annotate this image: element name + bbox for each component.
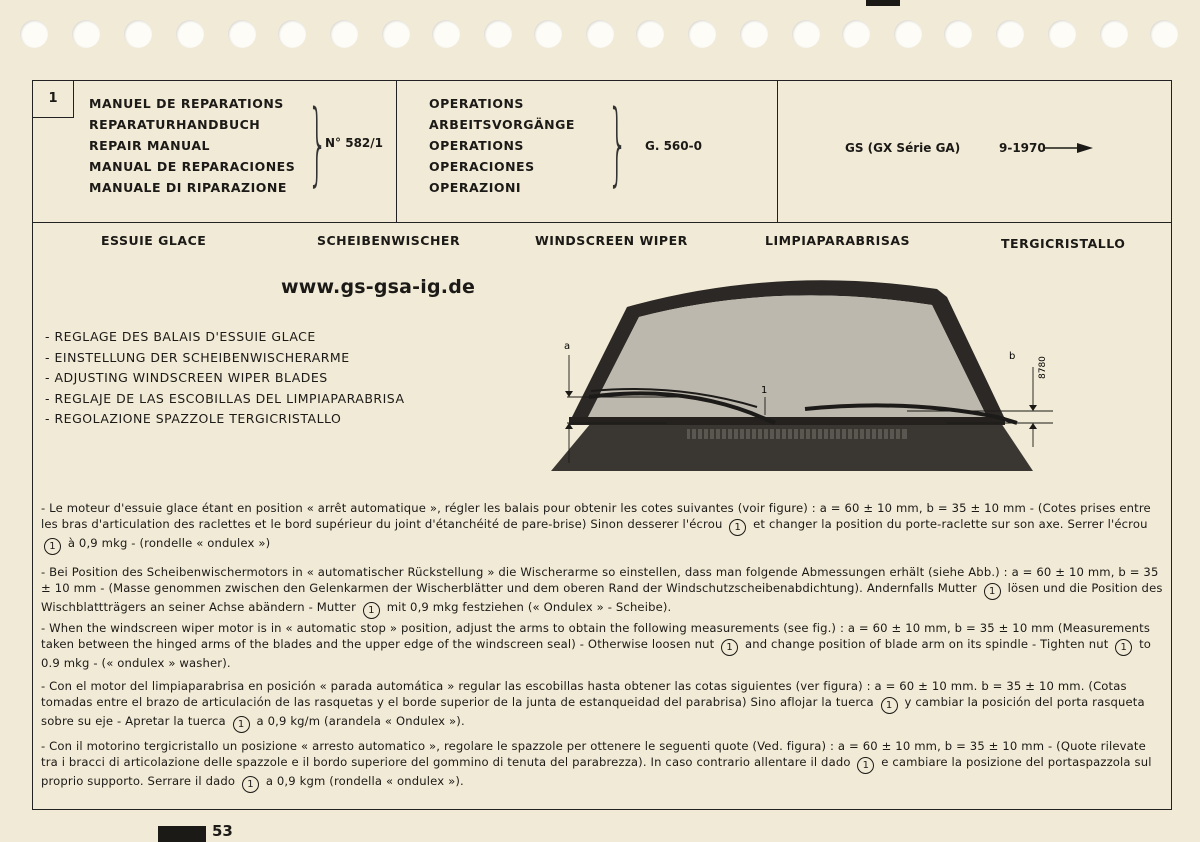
paragraph-es-text: a 0,9 kg/m (arandela « Ondulex »). <box>256 713 465 728</box>
windscreen-seal <box>569 417 1005 425</box>
paragraph-de-text: lösen und die Position des Wischblattträgers an seiner Achse abändern - Mutter <box>41 580 1163 614</box>
binder-hole <box>72 20 100 48</box>
binder-hole <box>996 20 1024 48</box>
manual-titles <box>89 93 295 198</box>
binder-hole <box>740 20 768 48</box>
manual-title-de: REPARATURHANDBUCH <box>89 117 261 132</box>
manual-title-en: REPAIR MANUAL <box>89 138 210 153</box>
binder-hole <box>20 20 48 48</box>
label-nut: 1 <box>761 385 768 396</box>
paragraph-de-text: - Bei Position des Scheibenwischermotors in « automatischer Rückstellung » die Wischerarme so einstellen, dass man folgende Abmessungen erhält (siehe Abb.) : a = 60 ± 10 mm, b = 35 ± 10 mm - (Masse genommen zwischen den Gelenkarmen der Wischerblätter und dem oberen Rand der Windschutzscheibenabdichtung). Andernfalls Mutter <box>41 565 1159 595</box>
section-title-es: LIMPIAPARABRISAS <box>765 233 911 248</box>
manual-number: N° 582/1 <box>325 136 384 150</box>
circled-number: 1 <box>363 602 380 619</box>
binder-hole <box>1100 20 1128 48</box>
operation-title-de: ARBEITSVORGÄNGE <box>429 117 575 132</box>
binder-hole <box>586 20 614 48</box>
binder-hole <box>432 20 460 48</box>
adjust-title-en: - ADJUSTING WINDSCREEN WIPER BLADES <box>45 370 328 385</box>
manual-title-it: MANUALE DI RIPARAZIONE <box>89 180 287 195</box>
paragraph-es-text: - Con el motor del limpiaparabrisa en posición « parada automática » regular las escobillas hasta obtener las cotas siguientes (ver figura) : a = 60 ± 10 mm. b = 35 ± 10 mm. (Cotas tomadas entre el brazo de articulación de las rasquetas y el borde superior de la junta de estanqueidad del parabrisa) Sino aflojar la tuerca <box>41 679 1127 709</box>
page-box: 1 <box>33 81 74 118</box>
adjust-title-de: - EINSTELLUNG DER SCHEIBENWISCHERARME <box>45 349 350 365</box>
windscreen-figure <box>527 267 1057 483</box>
adjust-titles <box>45 327 405 430</box>
circled-number: 1 <box>242 776 259 793</box>
paragraph-it <box>41 739 1165 793</box>
operation-titles <box>429 93 575 198</box>
label-a: a <box>564 341 571 352</box>
header-divider <box>777 81 778 222</box>
binder-hole <box>1048 20 1076 48</box>
circled-number: 1 <box>1115 639 1132 656</box>
date-label: 9-1970 <box>999 141 1046 155</box>
brace-icon: } <box>607 91 628 196</box>
binder-hole <box>1150 20 1178 48</box>
page-number: 53 <box>212 822 233 840</box>
manual-title-fr: MANUEL DE REPARATIONS <box>89 96 284 111</box>
circled-number: 1 <box>881 697 898 714</box>
paragraph-fr-text: et changer la position du porte-raclette sur son axe. Serrer l'écrou <box>753 516 1148 531</box>
model-label: GS (GX Série GA) <box>845 141 961 155</box>
section-title-en: WINDSCREEN WIPER <box>535 233 688 248</box>
paragraph-it-text: e cambiare la posizione del portaspazzola sul proprio supporto. Serrare il dado <box>41 754 1152 788</box>
binder-hole <box>330 20 358 48</box>
binder-hole <box>278 20 306 48</box>
binder-hole <box>534 20 562 48</box>
vent-grille <box>687 429 907 439</box>
paragraph-it-text: a 0,9 kgm (rondella « ondulex »). <box>265 773 464 788</box>
circled-number: 1 <box>721 639 738 656</box>
header-divider <box>396 81 397 222</box>
paragraph-en-text: and change position of blade arm on its spindle - Tighten nut <box>744 636 1109 651</box>
paragraph-es <box>41 679 1165 733</box>
manual-title-es: MANUAL DE REPARACIONES <box>89 159 296 174</box>
binder-hole <box>124 20 152 48</box>
binder-hole <box>944 20 972 48</box>
binder-hole <box>484 20 512 48</box>
circled-number: 1 <box>729 519 746 536</box>
section-title-it: TERGICRISTALLO <box>1001 236 1126 251</box>
binder-hole <box>228 20 256 48</box>
operation-title-it: OPERAZIONI <box>429 180 522 195</box>
binder-hole <box>842 20 870 48</box>
paragraph-fr-text: à 0,9 mkg - (rondelle « ondulex ») <box>67 535 271 550</box>
label-b: b <box>1009 351 1016 362</box>
figure-ref: 8780 <box>1038 356 1048 379</box>
header-row <box>33 81 1171 223</box>
page-frame <box>32 80 1172 810</box>
arrow-right-icon <box>1043 143 1093 153</box>
operation-title-en: OPERATIONS <box>429 138 524 153</box>
paragraph-de <box>41 565 1165 619</box>
binder-hole <box>636 20 664 48</box>
adjust-title-it: - REGOLAZIONE SPAZZOLE TERGICRISTALLO <box>45 411 342 426</box>
paragraph-en-text: - When the windscreen wiper motor is in « automatic stop » position, adjust the arms to obtain the following measurements (see fig.) : a = 60 ± 10 mm, b = 35 ± 10 mm (Measurements taken between the hinged arms of the blades and the upper edge of the windscreen seal) - Otherwise loosen nut <box>41 621 1151 651</box>
paragraph-de-text: mit 0,9 mkg festziehen (« Ondulex » - Scheibe). <box>386 599 672 614</box>
brace-icon: } <box>307 91 328 196</box>
website-watermark: www.gs-gsa-ig.de <box>281 276 476 298</box>
circled-number: 1 <box>233 716 250 733</box>
circled-number: 1 <box>984 583 1001 600</box>
binder-holes <box>20 20 1190 50</box>
operation-title-fr: OPERATIONS <box>429 96 524 111</box>
binder-hole <box>688 20 716 48</box>
operation-code: G. 560-0 <box>645 139 702 153</box>
paragraph-es-text: y cambiar la posición del porta rasqueta sobre su eje - Apretar la tuerca <box>41 694 1145 728</box>
binder-hole <box>382 20 410 48</box>
paragraph-fr <box>41 501 1165 555</box>
binder-hole <box>792 20 820 48</box>
paragraph-fr-text: - Le moteur d'essuie glace étant en position « arrêt automatique », régler les balais pour obtenir les cotes suivantes (voir figure) : a = 60 ± 10 mm, b = 35 ± 10 mm - (Cotes prises entre les bras d'articulation des raclettes et le bord supérieur du joint d'étanchéité de pare-brise) Sinon desserer l'écrou <box>41 501 1151 531</box>
adjust-title-fr: - REGLAGE DES BALAIS D'ESSUIE GLACE <box>45 329 316 344</box>
binder-hole <box>894 20 922 48</box>
section-title-de: SCHEIBENWISCHER <box>317 233 461 248</box>
section-title-fr: ESSUIE GLACE <box>101 233 207 248</box>
paragraph-en-text: to 0.9 mkg - (« ondulex » washer). <box>41 636 1152 670</box>
binder-hole <box>176 20 204 48</box>
circled-number: 1 <box>44 538 61 555</box>
adjust-title-es: - REGLAJE DE LAS ESCOBILLAS DEL LIMPIAPARABRISA <box>45 390 405 406</box>
footer-black-bar <box>158 826 206 842</box>
paragraph-en <box>41 621 1165 671</box>
circled-number: 1 <box>857 757 874 774</box>
operation-title-es: OPERACIONES <box>429 159 535 174</box>
top-tab-mark <box>866 0 900 6</box>
paragraph-it-text: - Con il motorino tergicristallo un posizione « arresto automatico », regolare le spazzole per ottenere le seguenti quote (Ved. figura) : a = 60 ± 10 mm, b = 35 ± 10 mm - (Quote rilevate tra i bracci di articolazione delle spazzole e il bordo superiore del gommino di tenuta del parabrezza). In caso contrario allentare il dado <box>41 739 1146 769</box>
